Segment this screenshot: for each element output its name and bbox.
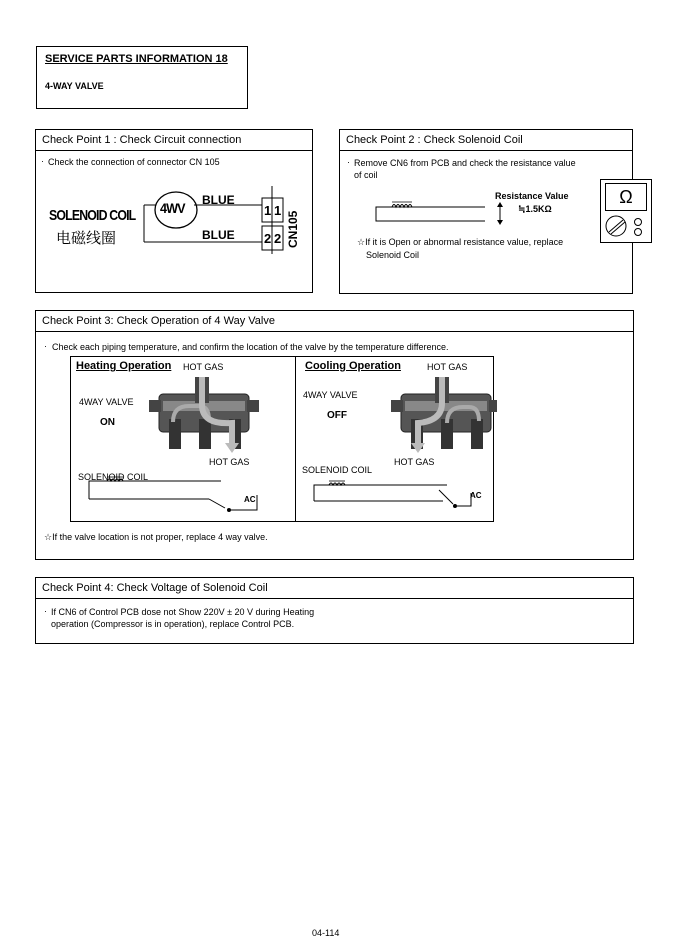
heating-circuit: [89, 477, 257, 512]
cooling-valve-icon: [391, 377, 497, 453]
measure-arrow-down: [497, 220, 503, 225]
heating-valve-icon: [149, 377, 259, 453]
check-point-3: [35, 310, 634, 560]
check-point-1-bullet: ·: [41, 156, 44, 166]
cooling-circuit: [314, 481, 471, 508]
check-point-1-instruction: Check the connection of connector CN 105: [48, 157, 220, 167]
valve-diagrams: [71, 357, 495, 523]
check-point-3-note: ☆If the valve location is not proper, replace 4 way valve.: [44, 532, 268, 542]
check-point-4-title: Check Point 4: Check Voltage of Solenoid Coil: [36, 578, 633, 599]
page-number: 04-114: [312, 928, 340, 938]
check-point-2-instruction-line1: Remove CN6 from PCB and check the resistance value: [354, 158, 576, 168]
cooling-hot-gas-bottom: HOT GAS: [394, 457, 435, 467]
cooling-valve-label: 4WAY VALVE: [303, 390, 358, 400]
check-point-4: [35, 577, 634, 644]
check-point-4-instruction-line1: If CN6 of Control PCB dose not Show 220V ± 20 V during Heating: [51, 607, 315, 617]
cooling-hot-gas-top: HOT GAS: [427, 362, 468, 372]
check-point-3-title: Check Point 3: Check Operation of 4 Way Valve: [36, 311, 633, 332]
check-point-3-instruction: Check each piping temperature, and confirm the location of the valve by the temperature difference.: [52, 342, 449, 352]
heating-ac-label: AC: [244, 495, 256, 504]
pin-2b: 2: [274, 231, 282, 246]
coil-wire: [376, 207, 485, 221]
check-point-2-title: Check Point 2 : Check Solenoid Coil: [340, 130, 632, 151]
check-point-1: [35, 129, 313, 293]
wire-label-bottom: BLUE: [202, 228, 235, 242]
header-subtitle: 4-WAY VALVE: [45, 81, 104, 91]
4wv-text: 4WV: [160, 200, 185, 216]
pin-1a: 1: [264, 203, 272, 218]
operation-panel: [70, 356, 494, 522]
resistance-label: Resistance Value: [495, 191, 569, 201]
solenoid-coil-label: SOLENOID COIL: [49, 207, 136, 224]
cooling-ac-label: AC: [470, 491, 482, 500]
heating-hot-gas-top: HOT GAS: [183, 362, 224, 372]
check-point-2-note-line2: Solenoid Coil: [366, 250, 420, 260]
cooling-coil-label: SOLENOID COIL: [302, 465, 373, 475]
solenoid-coil-chinese: 电磁线圈: [56, 230, 117, 247]
pin-1b: 1: [274, 203, 282, 218]
check-point-3-bullet: ·: [44, 341, 47, 351]
coil-resistance-diagram: [340, 130, 634, 295]
check-point-2: [339, 129, 633, 294]
probe-jack-1: [635, 219, 642, 226]
multimeter-dial: [601, 180, 653, 244]
check-point-1-title: Check Point 1 : Check Circuit connection: [36, 130, 312, 151]
cooling-title: Cooling Operation: [305, 360, 401, 372]
check-point-2-bullet: ·: [347, 157, 350, 167]
check-point-4-instruction-line2: operation (Compressor is in operation), replace Control PCB.: [51, 619, 295, 629]
check-point-2-note-line1: ☆If it is Open or abnormal resistance value, replace: [357, 237, 564, 247]
probe-jack-2: [635, 229, 642, 236]
header-title: SERVICE PARTS INFORMATION 18: [45, 53, 228, 65]
measure-arrow-up: [497, 202, 503, 207]
wire-label-top: BLUE: [202, 193, 235, 207]
pin-2a: 2: [264, 231, 272, 246]
cooling-state: OFF: [327, 410, 347, 421]
ohm-symbol: Ω: [619, 187, 633, 207]
check-point-4-bullet: ·: [44, 606, 47, 616]
heating-hot-gas-bottom: HOT GAS: [209, 457, 250, 467]
heating-title: Heating Operation: [76, 360, 172, 372]
header-box: [36, 46, 248, 109]
heating-valve-label: 4WAY VALVE: [79, 397, 134, 407]
heating-coil-label: SOLENOID COIL: [78, 472, 149, 482]
connector-label: CN105: [286, 210, 300, 248]
heating-state: ON: [100, 417, 115, 428]
check-point-2-instruction-line2: of coil: [354, 170, 378, 180]
resistance-value: ≒1.5KΩ: [518, 204, 552, 214]
multimeter: [600, 179, 652, 243]
